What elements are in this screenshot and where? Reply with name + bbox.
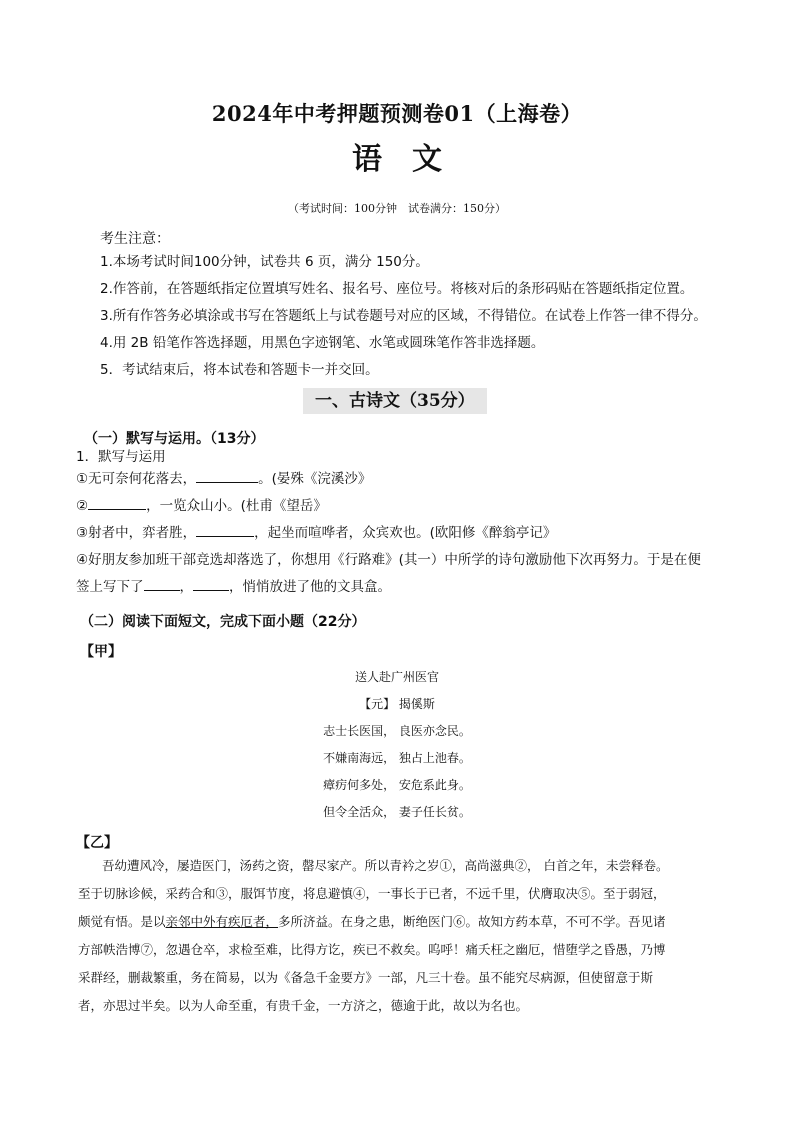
notice-item: 3.所有作答务必填涂或书写在答题纸上与试卷题号对应的区域，不得错位。在试卷上作答一律不得分。 [100, 308, 707, 324]
answer-blank[interactable] [88, 495, 146, 510]
notice-heading: 考生注意： [100, 231, 170, 247]
poem-author: 【元】 揭傒斯 [359, 697, 435, 711]
question-item-2: ② ，一览众山小。(杜甫《望岳》 [76, 495, 726, 522]
section-heading: 一、古诗文（35分） [303, 388, 487, 414]
question-item-3: ③射者中，弈者胜， ，起坐而喧哗者，众宾欢也。(欧阳修《醉翁亭记》 [76, 522, 726, 549]
notice-item: 2.作答前，在答题纸指定位置填写姓名、报名号、座位号。将核对后的条形码贴在答题纸指定位置。 [100, 281, 694, 297]
underlined-sentence: 亲邻中外有疾厄者， [165, 914, 279, 929]
notice-list [100, 252, 760, 387]
prose-line: 颇觉有悟。是以亲邻中外有疾厄者，多所济益。在身之患，断绝医门⑥。故知方药本草，不可不学。吾见诸 [78, 914, 666, 929]
notice-item: 1.本场考试时间100分钟，试卷共 6 页，满分 150分。 [100, 254, 429, 270]
poem-title: 送人赴广州医官 [354, 670, 439, 684]
question-item-4-cont: 签上写下了 ， ，悄悄放进了他的文具盒。 [76, 576, 726, 603]
prose-line: 采群经，删裁繁重，务在简易，以为《备急千金要方》一部，凡三十卷。虽不能究尽病源，但使留意于斯 [78, 970, 654, 985]
poem [0, 668, 794, 830]
poem-line: 瘴疠何多处， 安危系此身。 [323, 778, 471, 792]
answer-blank[interactable] [144, 576, 180, 591]
part2-heading: （二）阅读下面短文，完成下面小题（22分） [80, 614, 366, 630]
prose-line: 至于切脉诊候，采药合和③，服饵节度，将息避慎④，一事长于已者，不远千里，伏膺取决⑤。至于弱冠， [78, 886, 666, 901]
notice-item: 4.用 2B 铅笔作答选择题，用黑色字迹钢笔、水笔或圆珠笔作答非选择题。 [100, 335, 545, 351]
notice-item: 5．考试结束后，将本试卷和答题卡一并交回。 [100, 362, 379, 378]
poem-line: 但令全活众， 妻子任长贫。 [323, 805, 471, 819]
part1-heading: （一）默写与运用。（13分） [84, 431, 265, 447]
prose-passage [78, 856, 738, 1024]
poem-line: 不嫌南海远， 独占上池春。 [323, 751, 471, 765]
answer-blank[interactable] [196, 522, 254, 537]
page-title: 2024年中考押题预测卷01（上海卷） [211, 101, 583, 126]
answer-blank[interactable] [193, 576, 229, 591]
question-item-1: ①无可奈何花落去， 。(晏殊《浣溪沙》 [76, 468, 726, 495]
question-title: 1．默写与运用 [76, 449, 166, 465]
question-block [76, 446, 726, 603]
text-a-label: 【甲】 [80, 644, 122, 660]
prose-line: 方部帙浩博⑦，忽遇仓卒，求检至难，比得方讫，疾已不救矣。呜呼！痛夭枉之幽厄，惜堕学之昏愚，乃博 [78, 942, 666, 957]
text-b-label: 【乙】 [76, 835, 118, 851]
prose-line: 者，亦思过半矣。以为人命至重，有贵千金，一方济之，德逾于此，故以为名也。 [78, 998, 529, 1013]
prose-line: 吾幼遭风冷，屡造医门，汤药之资，罄尽家产。所以青衿之岁①，高尚滋典②， 白首之年，未尝释卷。 [102, 858, 669, 873]
question-item-4: ④好朋友参加班干部竞选却落选了，你想用《行路难》(其一）中所学的诗句激励他下次再努力。于是在便 [76, 552, 701, 568]
exam-info: （考试时间：100分钟 试卷满分：150分） [288, 202, 506, 215]
subject-title: 语文 [352, 142, 472, 177]
answer-blank[interactable] [196, 468, 258, 483]
poem-line: 志士长医国， 良医亦念民。 [323, 724, 471, 738]
